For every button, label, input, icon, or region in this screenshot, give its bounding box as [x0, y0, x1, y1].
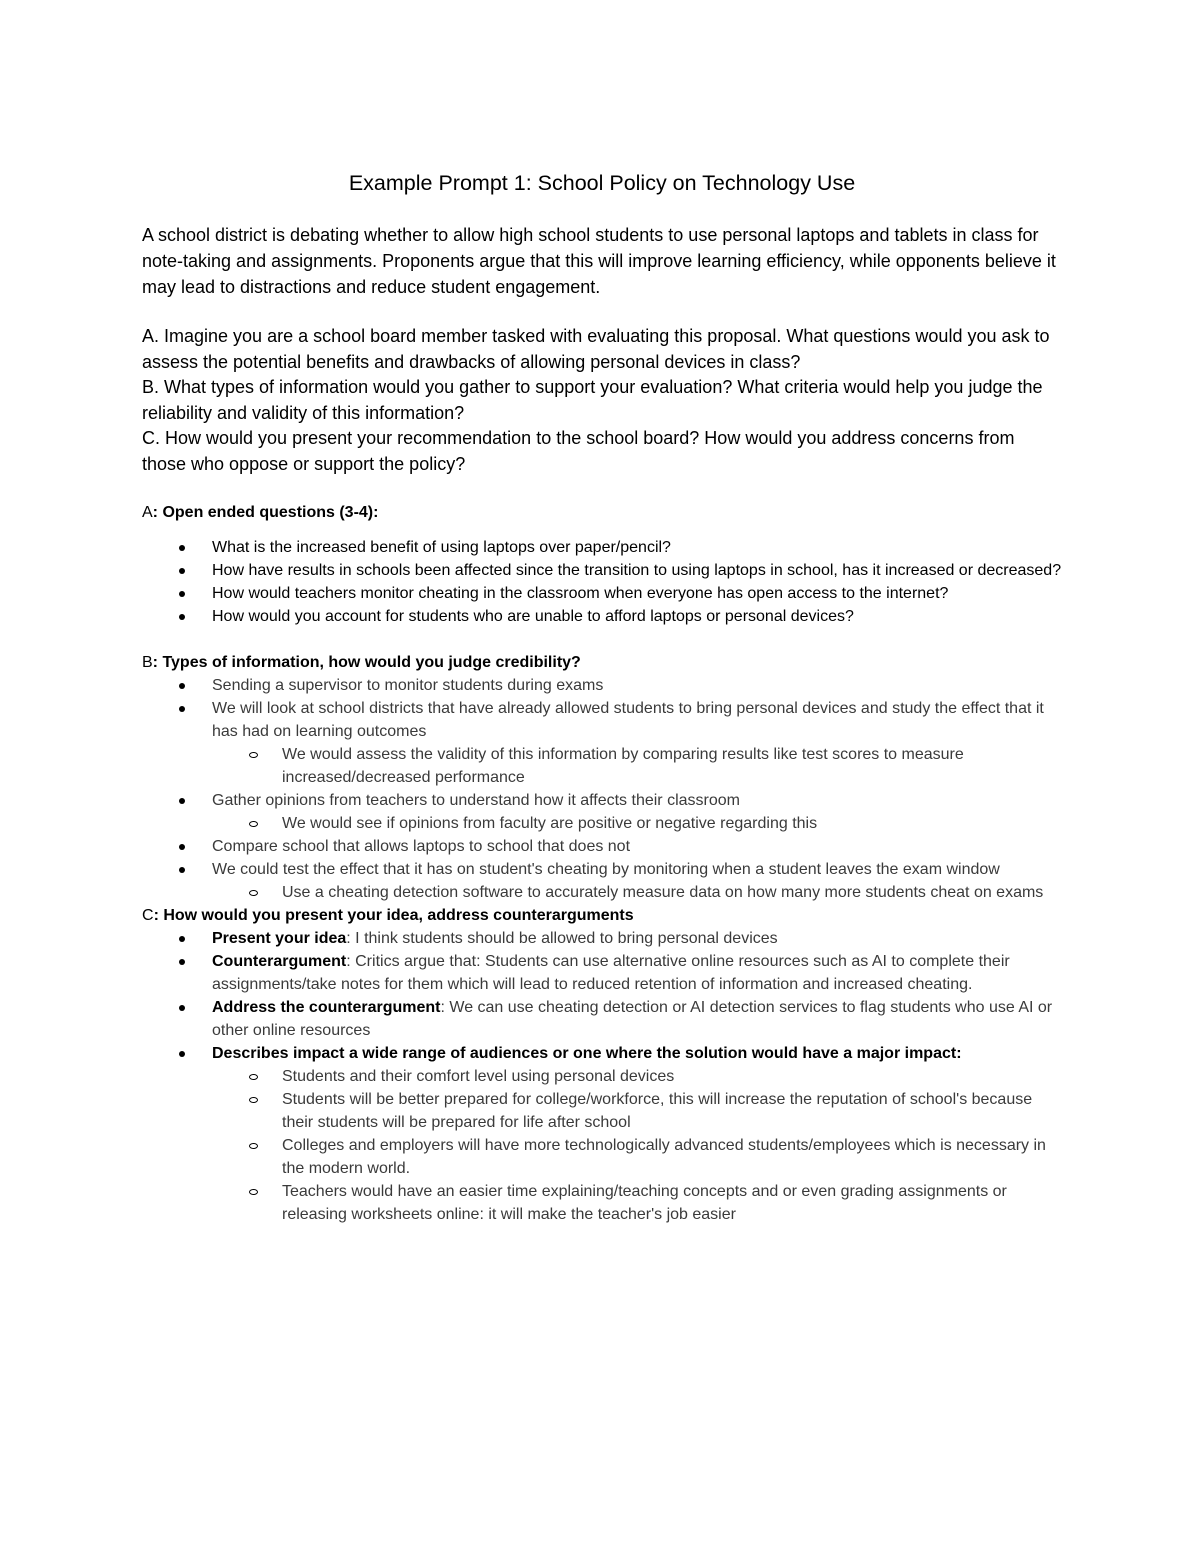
sub-list-item: Teachers would have an easier time explaining/teaching concepts and or even grading assignments or releasing worksheets online: it will make the teacher's job easier	[142, 1180, 1062, 1226]
list-item: Compare school that allows laptops to school that does not	[142, 835, 1062, 858]
sub-list-item: Colleges and employers will have more technologically advanced students/employees which is necessary in the modern world.	[142, 1134, 1062, 1180]
list-item: Sending a supervisor to monitor students during exams	[142, 674, 1062, 697]
item-bold-label: Address the counterargument	[212, 999, 441, 1016]
section-c-letter: C	[142, 907, 154, 924]
section-b-letter: B	[142, 654, 153, 671]
list-item: How would teachers monitor cheating in the classroom when everyone has open access to the internet?	[142, 582, 1062, 605]
section-a-heading-text: : Open ended questions (3-4):	[152, 504, 379, 521]
list-item: How have results in schools been affected since the transition to using laptops in school, has it increased or decreased?	[142, 559, 1062, 582]
sub-list-item: Students and their comfort level using personal devices	[142, 1065, 1062, 1088]
document-content	[142, 168, 1062, 1226]
document-title: Example Prompt 1: School Policy on Technology Use	[348, 171, 856, 195]
section-b-list	[142, 674, 1062, 904]
question-c: C. How would you present your recommendation to the school board? How would you address concerns from those who oppose or support the policy?	[142, 428, 1015, 474]
item-text: : I think students should be allowed to bring personal devices	[346, 930, 778, 947]
sub-list-item: Students will be better prepared for college/workforce, this will increase the reputation of school's because their students will be prepared for life after school	[142, 1088, 1062, 1134]
list-item: We will look at school districts that have already allowed students to bring personal devices and study the effect that it has had on learning outcomes	[142, 697, 1062, 743]
section-c-heading	[142, 904, 1062, 927]
list-item: Gather opinions from teachers to understand how it affects their classroom	[142, 789, 1062, 812]
section-c-heading-text: : How would you present your idea, address counterarguments	[153, 907, 634, 924]
sub-list-item: Use a cheating detection software to accurately measure data on how many more students cheat on exams	[142, 881, 1062, 904]
list-item: We could test the effect that it has on student's cheating by monitoring when a student leaves the exam window	[142, 858, 1062, 881]
item-text: : Critics argue that: Students can use alternative online resources such as AI to complete their assignments/take notes for them which will lead to reduced retention of information and increased cheating.	[212, 953, 1010, 993]
list-item	[142, 950, 1062, 996]
list-item	[142, 1042, 1062, 1065]
item-bold-label: Describes impact a wide range of audiences or one where the solution would have a major impact:	[212, 1045, 962, 1062]
section-a-list	[142, 536, 1062, 628]
section-a-heading	[142, 501, 1062, 524]
list-item: How would you account for students who are unable to afford laptops or personal devices?	[142, 605, 1062, 628]
intro-paragraph: A school district is debating whether to allow high school students to use personal laptops and tablets in class for note-taking and assignments. Proponents argue that this will improve learning efficiency, while opponents believe it may lead to distractions and reduce student engagement.	[142, 225, 1056, 297]
sub-list-item: We would see if opinions from faculty are positive or negative regarding this	[142, 812, 1062, 835]
list-item	[142, 927, 1062, 950]
section-b-heading-text: : Types of information, how would you judge credibility?	[152, 654, 581, 671]
list-item	[142, 996, 1062, 1042]
section-a-letter: A	[142, 504, 153, 521]
question-b: B. What types of information would you gather to support your evaluation? What criteria would help you judge the reliability and validity of this information?	[142, 377, 1043, 423]
question-a: A. Imagine you are a school board member tasked with evaluating this proposal. What questions would you ask to assess the potential benefits and drawbacks of allowing personal devices in class?	[142, 326, 1050, 372]
section-c-list	[142, 927, 1062, 1226]
section-b-heading	[142, 651, 1062, 674]
item-text: : We can use cheating detection or AI detection services to flag students who use AI or other online resources	[212, 999, 1053, 1039]
list-item: What is the increased benefit of using laptops over paper/pencil?	[142, 536, 1062, 559]
sub-list-item: We would assess the validity of this information by comparing results like test scores to measure increased/decreased performance	[142, 743, 1062, 789]
item-bold-label: Present your idea	[212, 930, 347, 947]
item-bold-label: Counterargument	[212, 953, 347, 970]
